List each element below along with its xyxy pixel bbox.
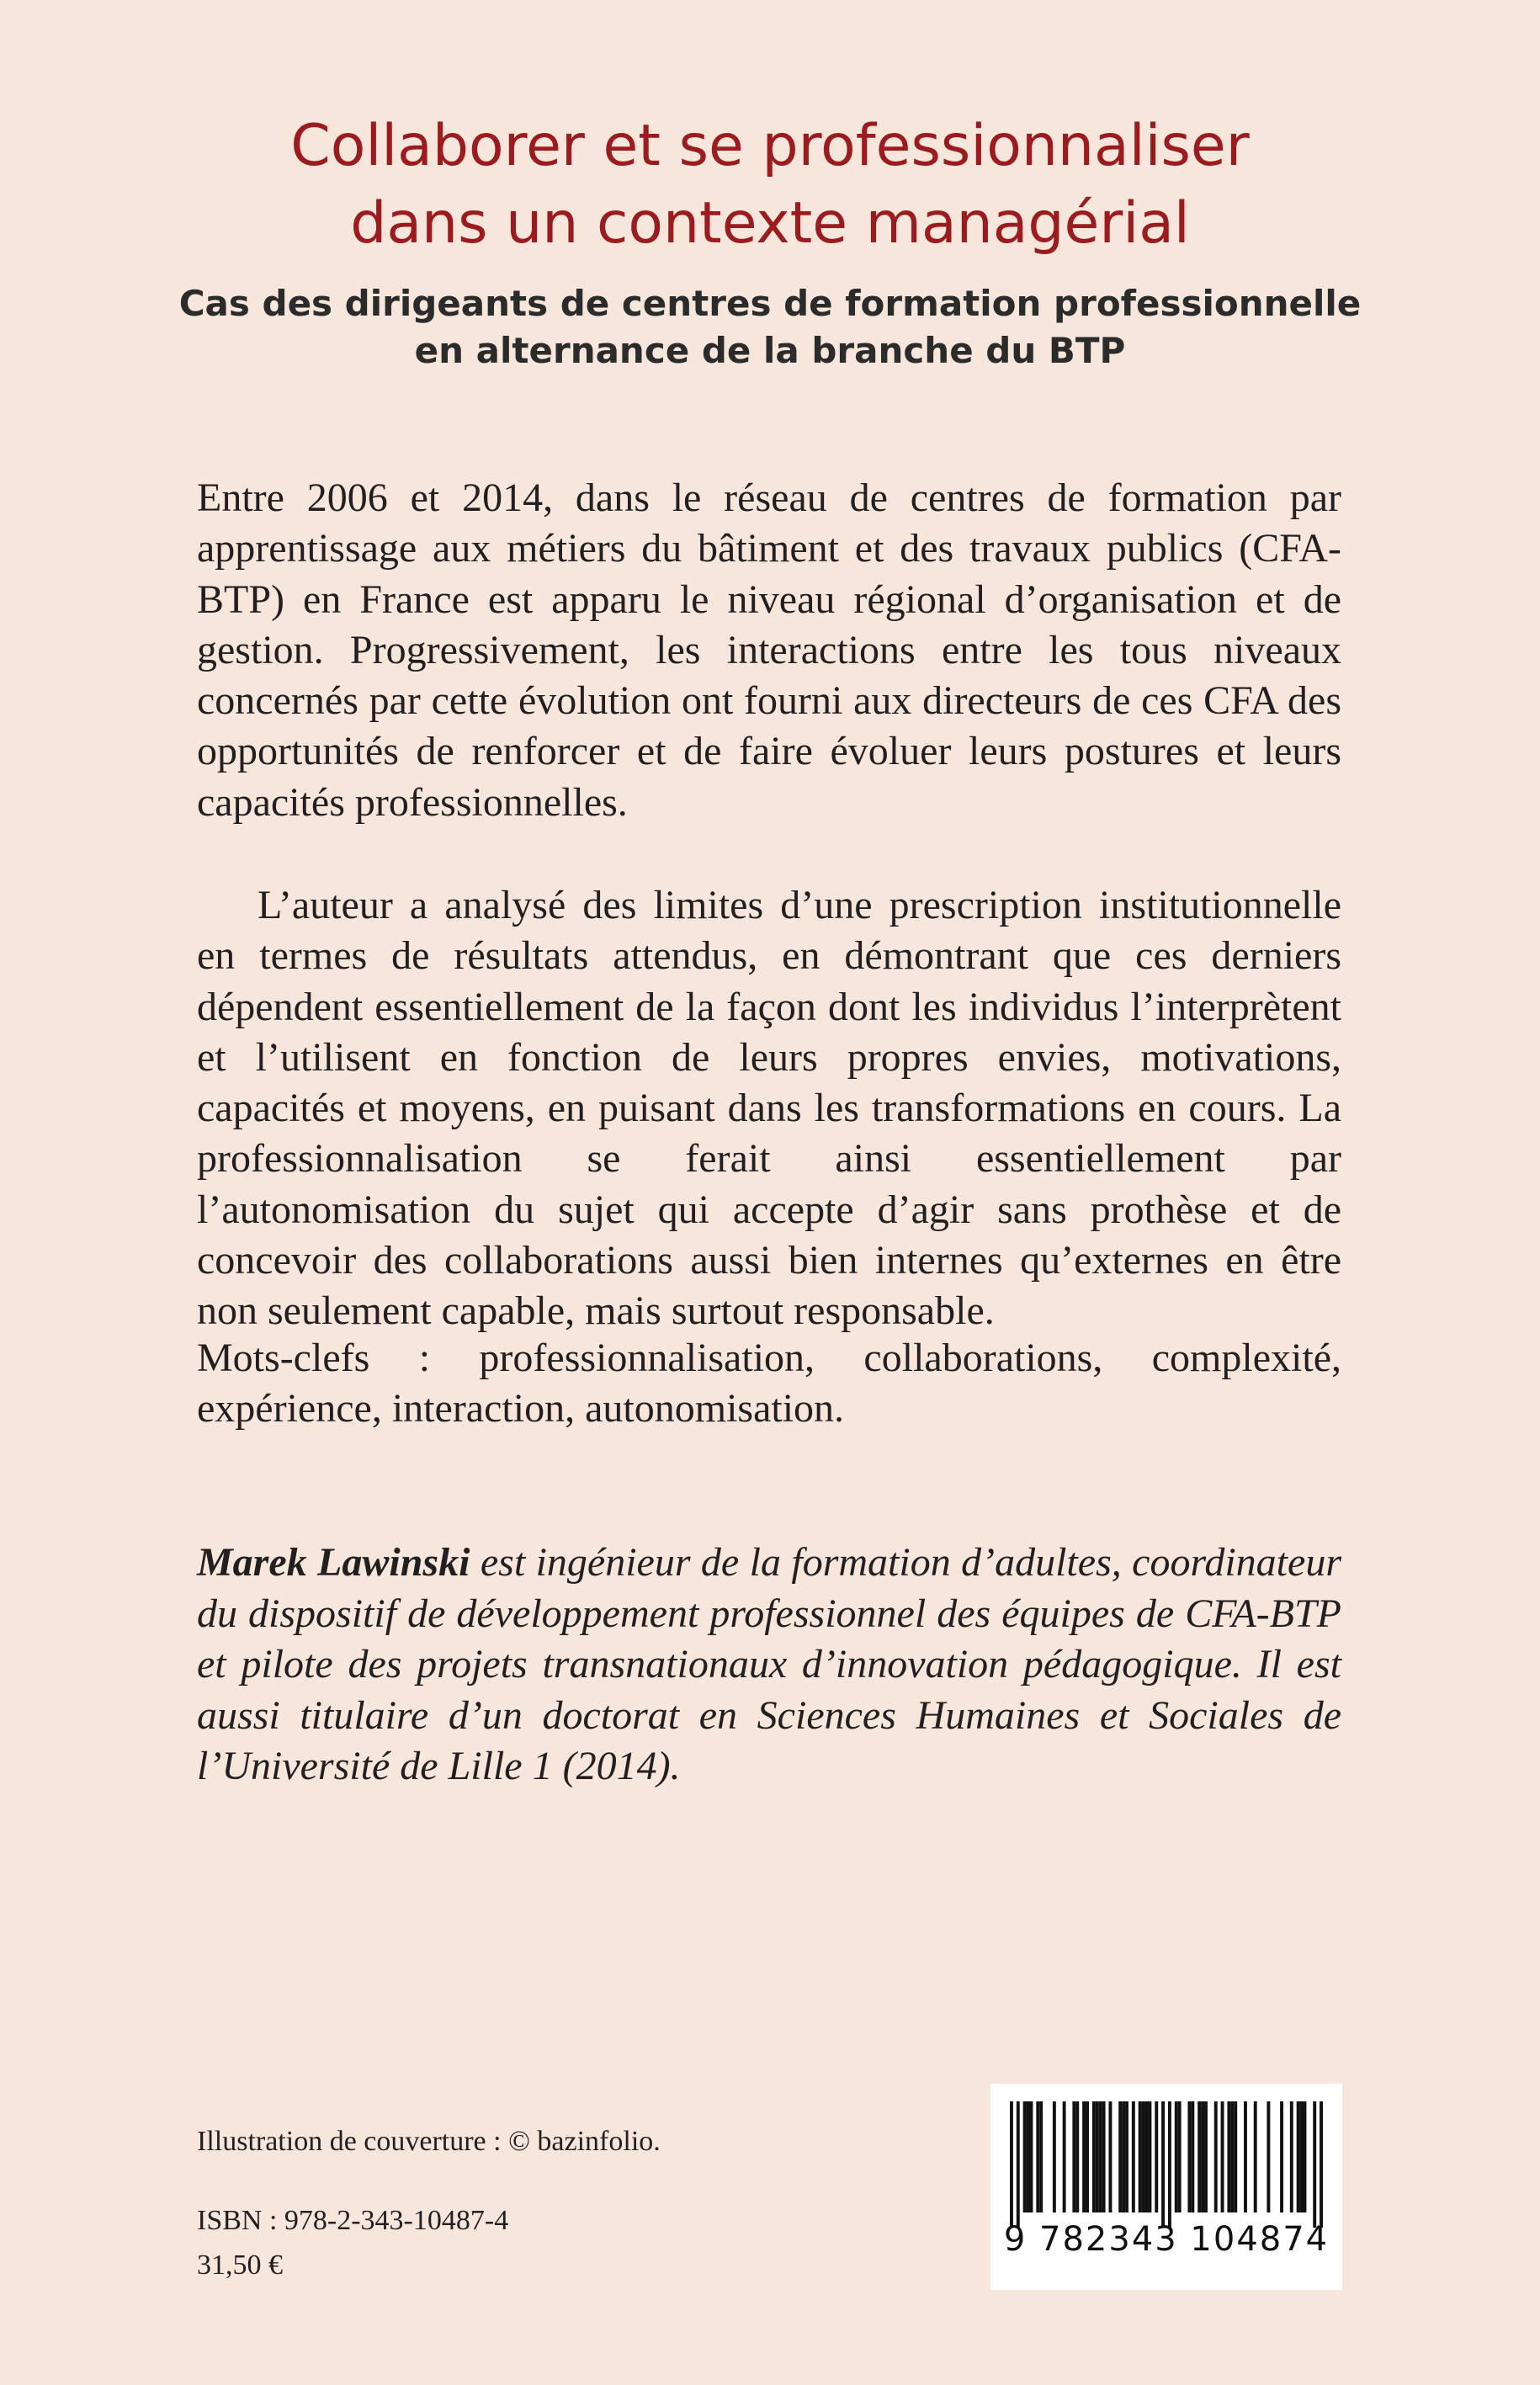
barcode-bar: [1234, 2101, 1237, 2212]
barcode-bar: [1267, 2101, 1270, 2212]
barcode-bar: [1108, 2101, 1112, 2212]
title-line-1: Collaborer et se professionnaliser: [290, 113, 1250, 179]
book-title: [0, 108, 1540, 263]
summary-paragraph-1: Entre 2006 et 2014, dans le réseau de centres de formation par apprentissage aux métiers du bâtiment et des travaux publics (CFA-BTP) en France est apparu le niveau régional d’organisation et de gestion. Progressivement, les interactions entre les tous niveaux concernés par cette évolution ont fourni aux directeurs de ces CFA des opportunités de renforcer et de faire évoluer leurs postures et leurs capacités professionnelles.: [197, 475, 1341, 825]
isbn: ISBN : 978-2-343-10487-4: [197, 2205, 509, 2236]
barcode-bar: [1096, 2101, 1099, 2212]
title-line-2: dans un contexte managérial: [350, 190, 1190, 257]
barcode-bar: [1221, 2101, 1224, 2212]
barcode-bar: [1280, 2101, 1283, 2212]
barcode-bar: [1204, 2101, 1208, 2212]
barcode-bar: [1300, 2101, 1304, 2212]
barcode-bar: [1201, 2101, 1204, 2212]
author-bio: [197, 1538, 1341, 1793]
barcode-bar: [1092, 2101, 1096, 2212]
subtitle-line-1: Cas des dirigeants de centres de formation professionnelle: [178, 283, 1362, 324]
barcode-bar: [1178, 2101, 1182, 2212]
barcode-bar: [1125, 2101, 1128, 2212]
barcode-bar: [1102, 2101, 1106, 2212]
barcode-bar: [1304, 2101, 1307, 2212]
barcode-bar: [1187, 2101, 1191, 2212]
barcode-bar: [1244, 2101, 1247, 2212]
barcode-bar: [1082, 2101, 1086, 2212]
author-name: Marek Lawinski: [197, 1540, 470, 1585]
barcode-bar: [1075, 2101, 1079, 2212]
barcode-bar: [1010, 2101, 1013, 2228]
barcode-bars: [1010, 2101, 1323, 2228]
barcode-bar: [1122, 2101, 1125, 2212]
barcode-bar: [1297, 2101, 1300, 2212]
author-bio-text: est ingénieur de la formation d’adultes, coordinateur du dispositif de développement professionnel des équipes de CFA-BTP et pilote des projets transnationaux d’innovation pédagogique. Il est aussi titulaire d’un doctorat en Sciences Humaines et Sociales de l’Université de Lille 1 (2014).: [197, 1540, 1342, 1788]
barcode-bar: [1027, 2101, 1030, 2212]
barcode-panel: [990, 2084, 1342, 2290]
barcode-bar: [1313, 2101, 1316, 2228]
barcode-bar: [1118, 2101, 1122, 2212]
barcode-digits: 9 782343 104874: [1003, 2220, 1330, 2259]
barcode-bar: [1175, 2101, 1178, 2212]
barcode-bar: [1148, 2101, 1151, 2212]
barcode-bar: [1254, 2101, 1257, 2212]
barcode-bar: [1320, 2101, 1323, 2228]
illustration-credit: Illustration de couverture : © bazinfolio.: [197, 2126, 661, 2157]
barcode-bar: [1086, 2101, 1089, 2212]
barcode-bar: [1145, 2101, 1149, 2212]
keywords-paragraph: Mots-clefs : professionnalisation, collaborations, complexité, expérience, interaction, autonomisation.: [197, 1336, 1341, 1432]
barcode-bar: [1161, 2101, 1165, 2228]
barcode-bar: [1155, 2101, 1158, 2212]
barcode-bar: [1191, 2101, 1194, 2212]
barcode-bar: [1023, 2101, 1027, 2212]
barcode-bar: [1063, 2101, 1066, 2212]
barcode-bar: [1029, 2101, 1033, 2212]
barcode-bar: [1227, 2101, 1230, 2212]
barcode-bar: [1039, 2101, 1043, 2212]
price: 31,50 €: [197, 2250, 283, 2281]
barcode-bar: [1290, 2101, 1293, 2212]
book-subtitle: [0, 280, 1540, 374]
summary-paragraph-2: L’auteur a analysé des limites d’une prescription institutionnelle en termes de résultats attendus, en démontrant que ces derniers dépendent essentiellement de la façon dont les individus l’interprètent et l’utilisent en fonction de leurs propres envies, motivations, capacités et moyens, en puisant dans les transformations en cours. La professionnalisation se ferait ainsi essentiellement par l’autonomisation du sujet qui accepte d’agir sans prothèse et de concevoir des collaborations aussi bien internes qu’externes en être non seulement capable, mais surtout responsable.: [197, 883, 1341, 1334]
barcode-bar: [1214, 2101, 1218, 2212]
barcode-bar: [1036, 2101, 1039, 2212]
barcode-bar: [1072, 2101, 1075, 2212]
barcode-bar: [1099, 2101, 1102, 2212]
barcode-bar: [1132, 2101, 1135, 2212]
barcode-bar: [1053, 2101, 1056, 2212]
barcode-bar: [1197, 2101, 1201, 2212]
barcode-bar: [1168, 2101, 1171, 2228]
barcode-bar: [1139, 2101, 1142, 2212]
barcode-bar: [1230, 2101, 1234, 2212]
barcode-bar: [1017, 2101, 1020, 2228]
barcode-bar: [1142, 2101, 1145, 2212]
subtitle-line-2: en alternance de la branche du BTP: [414, 330, 1126, 371]
